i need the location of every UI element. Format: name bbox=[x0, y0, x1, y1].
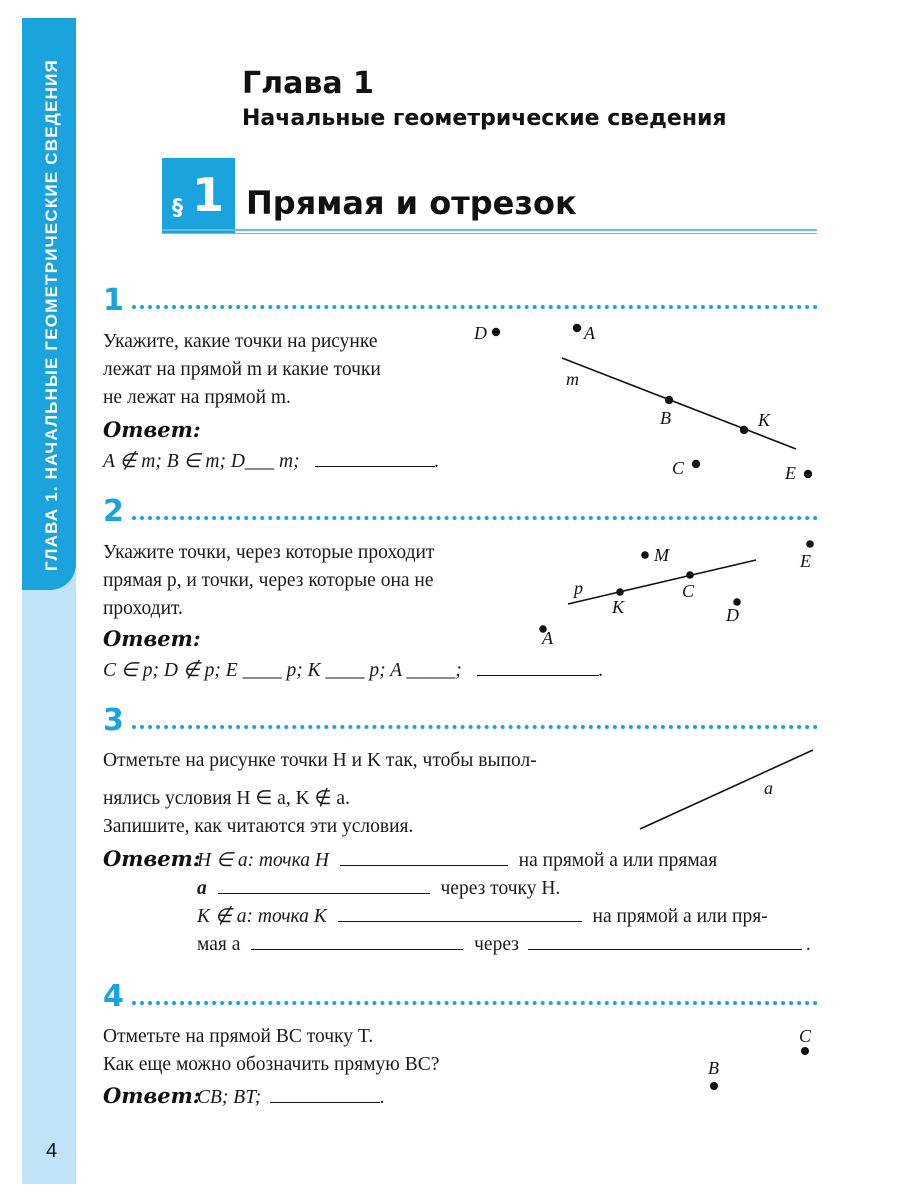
point-b bbox=[710, 1082, 718, 1090]
task-3-text bbox=[103, 747, 537, 841]
task-text-line: не лежат на прямой m. bbox=[103, 387, 291, 408]
answer-blank[interactable] bbox=[340, 847, 508, 866]
point-label: K bbox=[612, 597, 625, 617]
chapter-title: Глава 1 bbox=[242, 66, 374, 101]
task-number: 4 bbox=[103, 979, 124, 1014]
answer-label: Ответ: bbox=[103, 1083, 201, 1108]
section-rule-thin bbox=[162, 233, 817, 234]
section-number: 1 bbox=[192, 168, 225, 222]
answer-text: на прямой a или прямая bbox=[518, 850, 718, 871]
line-a bbox=[640, 750, 813, 829]
task-text-line: Запишите, как читаются эти условия. bbox=[103, 816, 414, 837]
point-m bbox=[641, 551, 649, 559]
line-label: a bbox=[764, 778, 773, 798]
point-c bbox=[801, 1047, 809, 1055]
answer-text: мая a bbox=[197, 934, 241, 955]
answer-line bbox=[197, 903, 768, 931]
task-2-text bbox=[103, 539, 434, 623]
section-badge bbox=[162, 158, 235, 233]
task-divider bbox=[132, 305, 818, 309]
answer-line bbox=[197, 875, 560, 903]
point-label: M bbox=[654, 545, 669, 565]
point-label: C bbox=[799, 1026, 812, 1046]
answer-end: . bbox=[434, 451, 440, 472]
point-c bbox=[692, 460, 700, 468]
task-text-line: Укажите, какие точки на рисунке bbox=[103, 331, 378, 352]
answer-text: H ∈ a: точка H bbox=[197, 850, 329, 871]
answer-blank[interactable] bbox=[338, 903, 582, 922]
line-p bbox=[568, 560, 756, 604]
answer-line bbox=[197, 931, 811, 959]
point-label: C bbox=[682, 581, 695, 601]
line-m bbox=[562, 358, 796, 449]
point-label: B bbox=[708, 1058, 719, 1078]
answer-end: . bbox=[805, 934, 811, 955]
task-1-answer bbox=[103, 448, 439, 476]
point-label: D bbox=[726, 605, 739, 625]
task-4-text bbox=[103, 1023, 439, 1079]
point-b bbox=[665, 396, 673, 404]
answer-text: на прямой a или пря- bbox=[592, 906, 768, 927]
point-label: E bbox=[800, 551, 811, 571]
point-e bbox=[804, 470, 812, 478]
task-text-line: нялись условия H ∈ a, K ∉ a. bbox=[103, 788, 350, 809]
point-k bbox=[740, 426, 748, 434]
task-text-line: прямая p, и точки, через которые она не bbox=[103, 570, 434, 591]
answer-text: a bbox=[197, 878, 207, 899]
chapter-subtitle: Начальные геометрические сведения bbox=[242, 106, 727, 131]
answer-text: через точку H. bbox=[440, 878, 561, 899]
answer-blank[interactable] bbox=[477, 657, 599, 676]
answer-text: через bbox=[474, 934, 519, 955]
answer-blank[interactable] bbox=[315, 448, 435, 467]
task-text-line: Как еще можно обозначить прямую BC? bbox=[103, 1054, 440, 1075]
section-title: Прямая и отрезок bbox=[246, 184, 577, 222]
task-4-figure bbox=[690, 1020, 830, 1100]
task-3-figure bbox=[630, 740, 820, 840]
answer-text: CB; BT; bbox=[197, 1087, 262, 1108]
task-4-answer bbox=[197, 1084, 385, 1112]
answer-text: C ∈ p; D ∉ p; E ____ p; K ____ p; A _____; bbox=[103, 660, 462, 681]
section-sign: § bbox=[172, 196, 183, 221]
answer-text: A ∉ m; B ∈ m; D___ m; bbox=[103, 451, 300, 472]
line-label: m bbox=[566, 369, 579, 389]
task-divider bbox=[132, 725, 818, 729]
task-number: 2 bbox=[103, 494, 124, 529]
point-label: K bbox=[758, 410, 771, 430]
point-label: C bbox=[672, 458, 685, 478]
point-label: B bbox=[660, 408, 671, 428]
answer-label: Ответ: bbox=[103, 626, 201, 651]
section-rule bbox=[162, 229, 817, 231]
page-number: 4 bbox=[46, 1140, 58, 1162]
answer-line bbox=[197, 847, 717, 875]
answer-end: . bbox=[380, 1087, 386, 1108]
answer-blank[interactable] bbox=[218, 875, 430, 894]
task-number: 3 bbox=[103, 703, 124, 738]
task-text-line: Отметьте на рисунке точки H и K так, чтобы выпол- bbox=[103, 750, 537, 771]
answer-blank[interactable] bbox=[270, 1084, 380, 1103]
answer-label: Ответ: bbox=[103, 846, 201, 871]
task-divider bbox=[132, 1001, 818, 1005]
answer-blank[interactable] bbox=[528, 931, 802, 950]
answer-label: Ответ: bbox=[103, 417, 201, 442]
answer-blank[interactable] bbox=[251, 931, 463, 950]
task-number: 1 bbox=[103, 283, 124, 318]
task-1-figure bbox=[460, 312, 830, 492]
sidebar-chapter-label: ГЛАВА 1. НАЧАЛЬНЫЕ ГЕОМЕТРИЧЕСКИЕ СВЕДЕНИЯ bbox=[42, 59, 61, 571]
answer-end: . bbox=[598, 660, 604, 681]
point-c bbox=[686, 571, 694, 579]
point-label: D bbox=[474, 323, 487, 343]
point-d bbox=[492, 328, 500, 336]
task-2-answer bbox=[103, 657, 604, 685]
task-text-line: Укажите точки, через которые проходит bbox=[103, 542, 435, 563]
point-k bbox=[616, 588, 624, 596]
task-divider bbox=[132, 516, 818, 520]
point-e bbox=[806, 540, 814, 548]
task-2-figure bbox=[520, 532, 830, 654]
task-text-line: Отметьте на прямой BC точку T. bbox=[103, 1026, 374, 1047]
task-1-text bbox=[103, 328, 381, 412]
point-a bbox=[573, 324, 581, 332]
answer-text: K ∉ a: точка K bbox=[197, 906, 327, 927]
line-label: p bbox=[574, 578, 583, 598]
point-label: E bbox=[785, 463, 796, 483]
point-label: A bbox=[542, 628, 553, 648]
task-text-line: лежат на прямой m и какие точки bbox=[103, 359, 381, 380]
task-text-line: проходит. bbox=[103, 598, 183, 619]
point-label: A bbox=[584, 323, 595, 343]
